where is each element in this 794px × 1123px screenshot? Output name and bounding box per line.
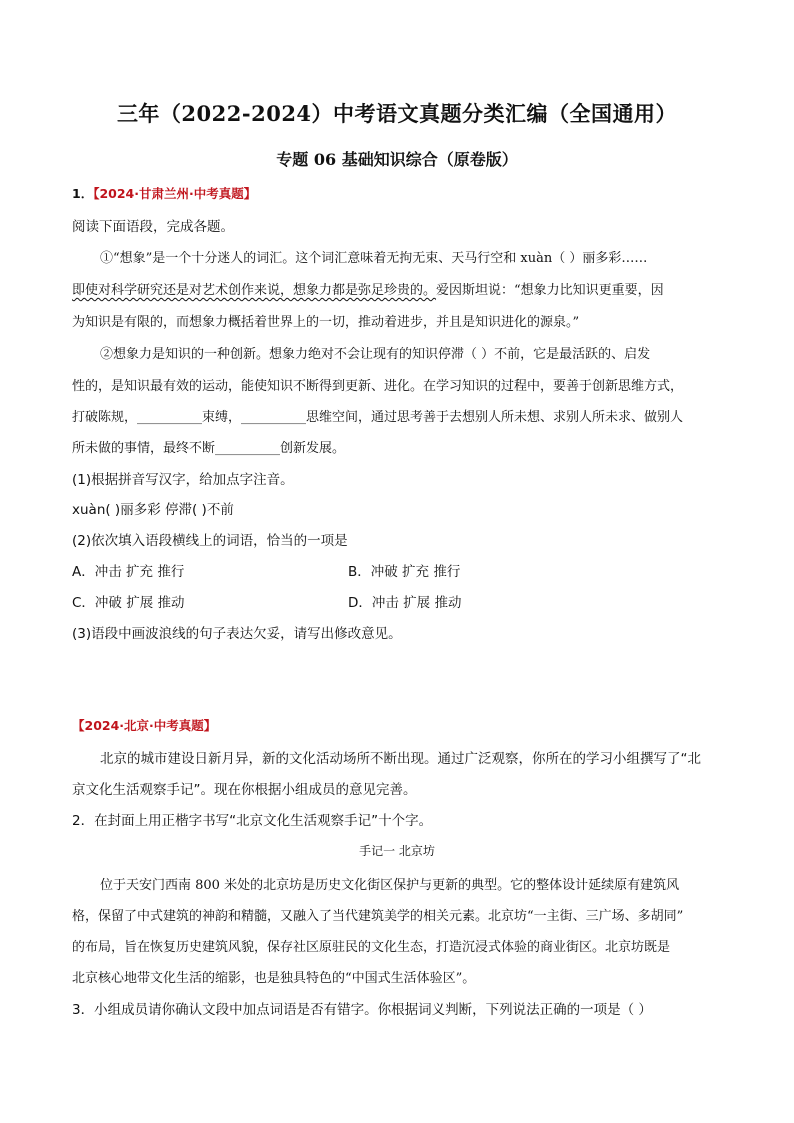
q1-sub3: (3)语段中画波浪线的句子表达欠妥，请写出修改意见。	[72, 626, 402, 642]
q2-intro-line1: 北京的城市建设日新月异，新的文化活动场所不断出现。通过广泛观察，你所在的学习小组撰写了“北	[100, 751, 701, 767]
q1-para1-line1: ①“想象”是一个十分迷人的词汇。这个词汇意味着无拘无束、天马行空和 xuàn（ ）丽多彩……	[100, 251, 648, 266]
page-title: 三年（2022-2024）中考语文真题分类汇编（全国通用）	[116, 101, 678, 126]
wavy-sentence: 即使对科学研究还是对艺术创作来说，想象力都是弥足珍贵的。	[72, 283, 437, 298]
q3-question: 3．小组成员请你确认文段中加点词语是否有错字。你根据词义判断，下列说法正确的一项是（ ）	[72, 1002, 652, 1018]
q1-source-line	[72, 184, 256, 202]
q2-intro-line2: 京文化生活观察手记”。现在你根据小组成员的意见完善。	[72, 782, 417, 798]
note-line2: 格，保留了中式建筑的神韵和精髓，又融入了当代建筑美学的相关元素。北京坊“一主街、三广场、多胡同”	[72, 909, 684, 924]
page-subtitle: 专题 06 基础知识综合（原卷版）	[276, 150, 518, 169]
q1-instruction: 阅读下面语段，完成各题。	[72, 219, 234, 235]
q2-source: 【2024·北京·中考真题】	[72, 718, 217, 733]
option-a: A．冲击 扩充 推行	[72, 564, 185, 580]
q1-sub2: (2)依次填入语段横线上的词语，恰当的一项是	[72, 533, 348, 549]
q1-number: 1．	[72, 186, 94, 201]
q1-para1-line3: 为知识是有限的，而想象力概括着世界上的一切，推动着进步，并且是知识进化的源泉。”	[72, 315, 580, 330]
q1-para1-line2	[72, 279, 664, 298]
q1-para1-line2-rest: 爱因斯坦说：“想象力比知识更重要，因	[436, 283, 664, 298]
note-line4: 北京核心地带文化生活的缩影，也是独具特色的“中国式生活体验区”。	[72, 971, 476, 986]
note-title: 手记一 北京坊	[359, 844, 435, 858]
note-line3: 的布局，旨在恢复历史建筑风貌，保存社区原驻民的文化生态，打造沉浸式体验的商业街区。北京坊既是	[72, 940, 671, 955]
option-b: B．冲破 扩充 推行	[348, 564, 461, 580]
q1-source: 【2024·甘肃兰州·中考真题】	[93, 186, 257, 201]
option-d: D．冲击 扩展 推动	[348, 595, 462, 611]
q1-para2-line1: ②想象力是知识的一种创新。想象力绝对不会让现有的知识停滞（ ）不前，它是最活跃的、启发	[100, 347, 651, 362]
q1-sub1-items: xuàn( )丽多彩 停滞( )不前	[72, 502, 234, 518]
option-c: C．冲破 扩展 推动	[72, 595, 185, 611]
q1-para2-line3: 打破陈规，__________束缚，__________思维空间，通过思考善于去想别人所未想、求别人所未求、做别人	[72, 410, 684, 425]
q1-para2-line2: 性的，是知识最有效的运动，能使知识不断得到更新、进化。在学习知识的过程中，要善于创新思维方式，	[72, 379, 684, 394]
q1-sub1: (1)根据拼音写汉字，给加点字注音。	[72, 472, 294, 488]
q2-question: 2．在封面上用正楷字书写“北京文化生活观察手记”十个字。	[72, 813, 433, 829]
q1-para2-line4: 所未做的事情，最终不断__________创新发展。	[72, 441, 346, 456]
note-line1: 位于天安门西南 800 米处的北京坊是历史文化街区保护与更新的典型。它的整体设计延续原有建筑风	[100, 878, 680, 893]
